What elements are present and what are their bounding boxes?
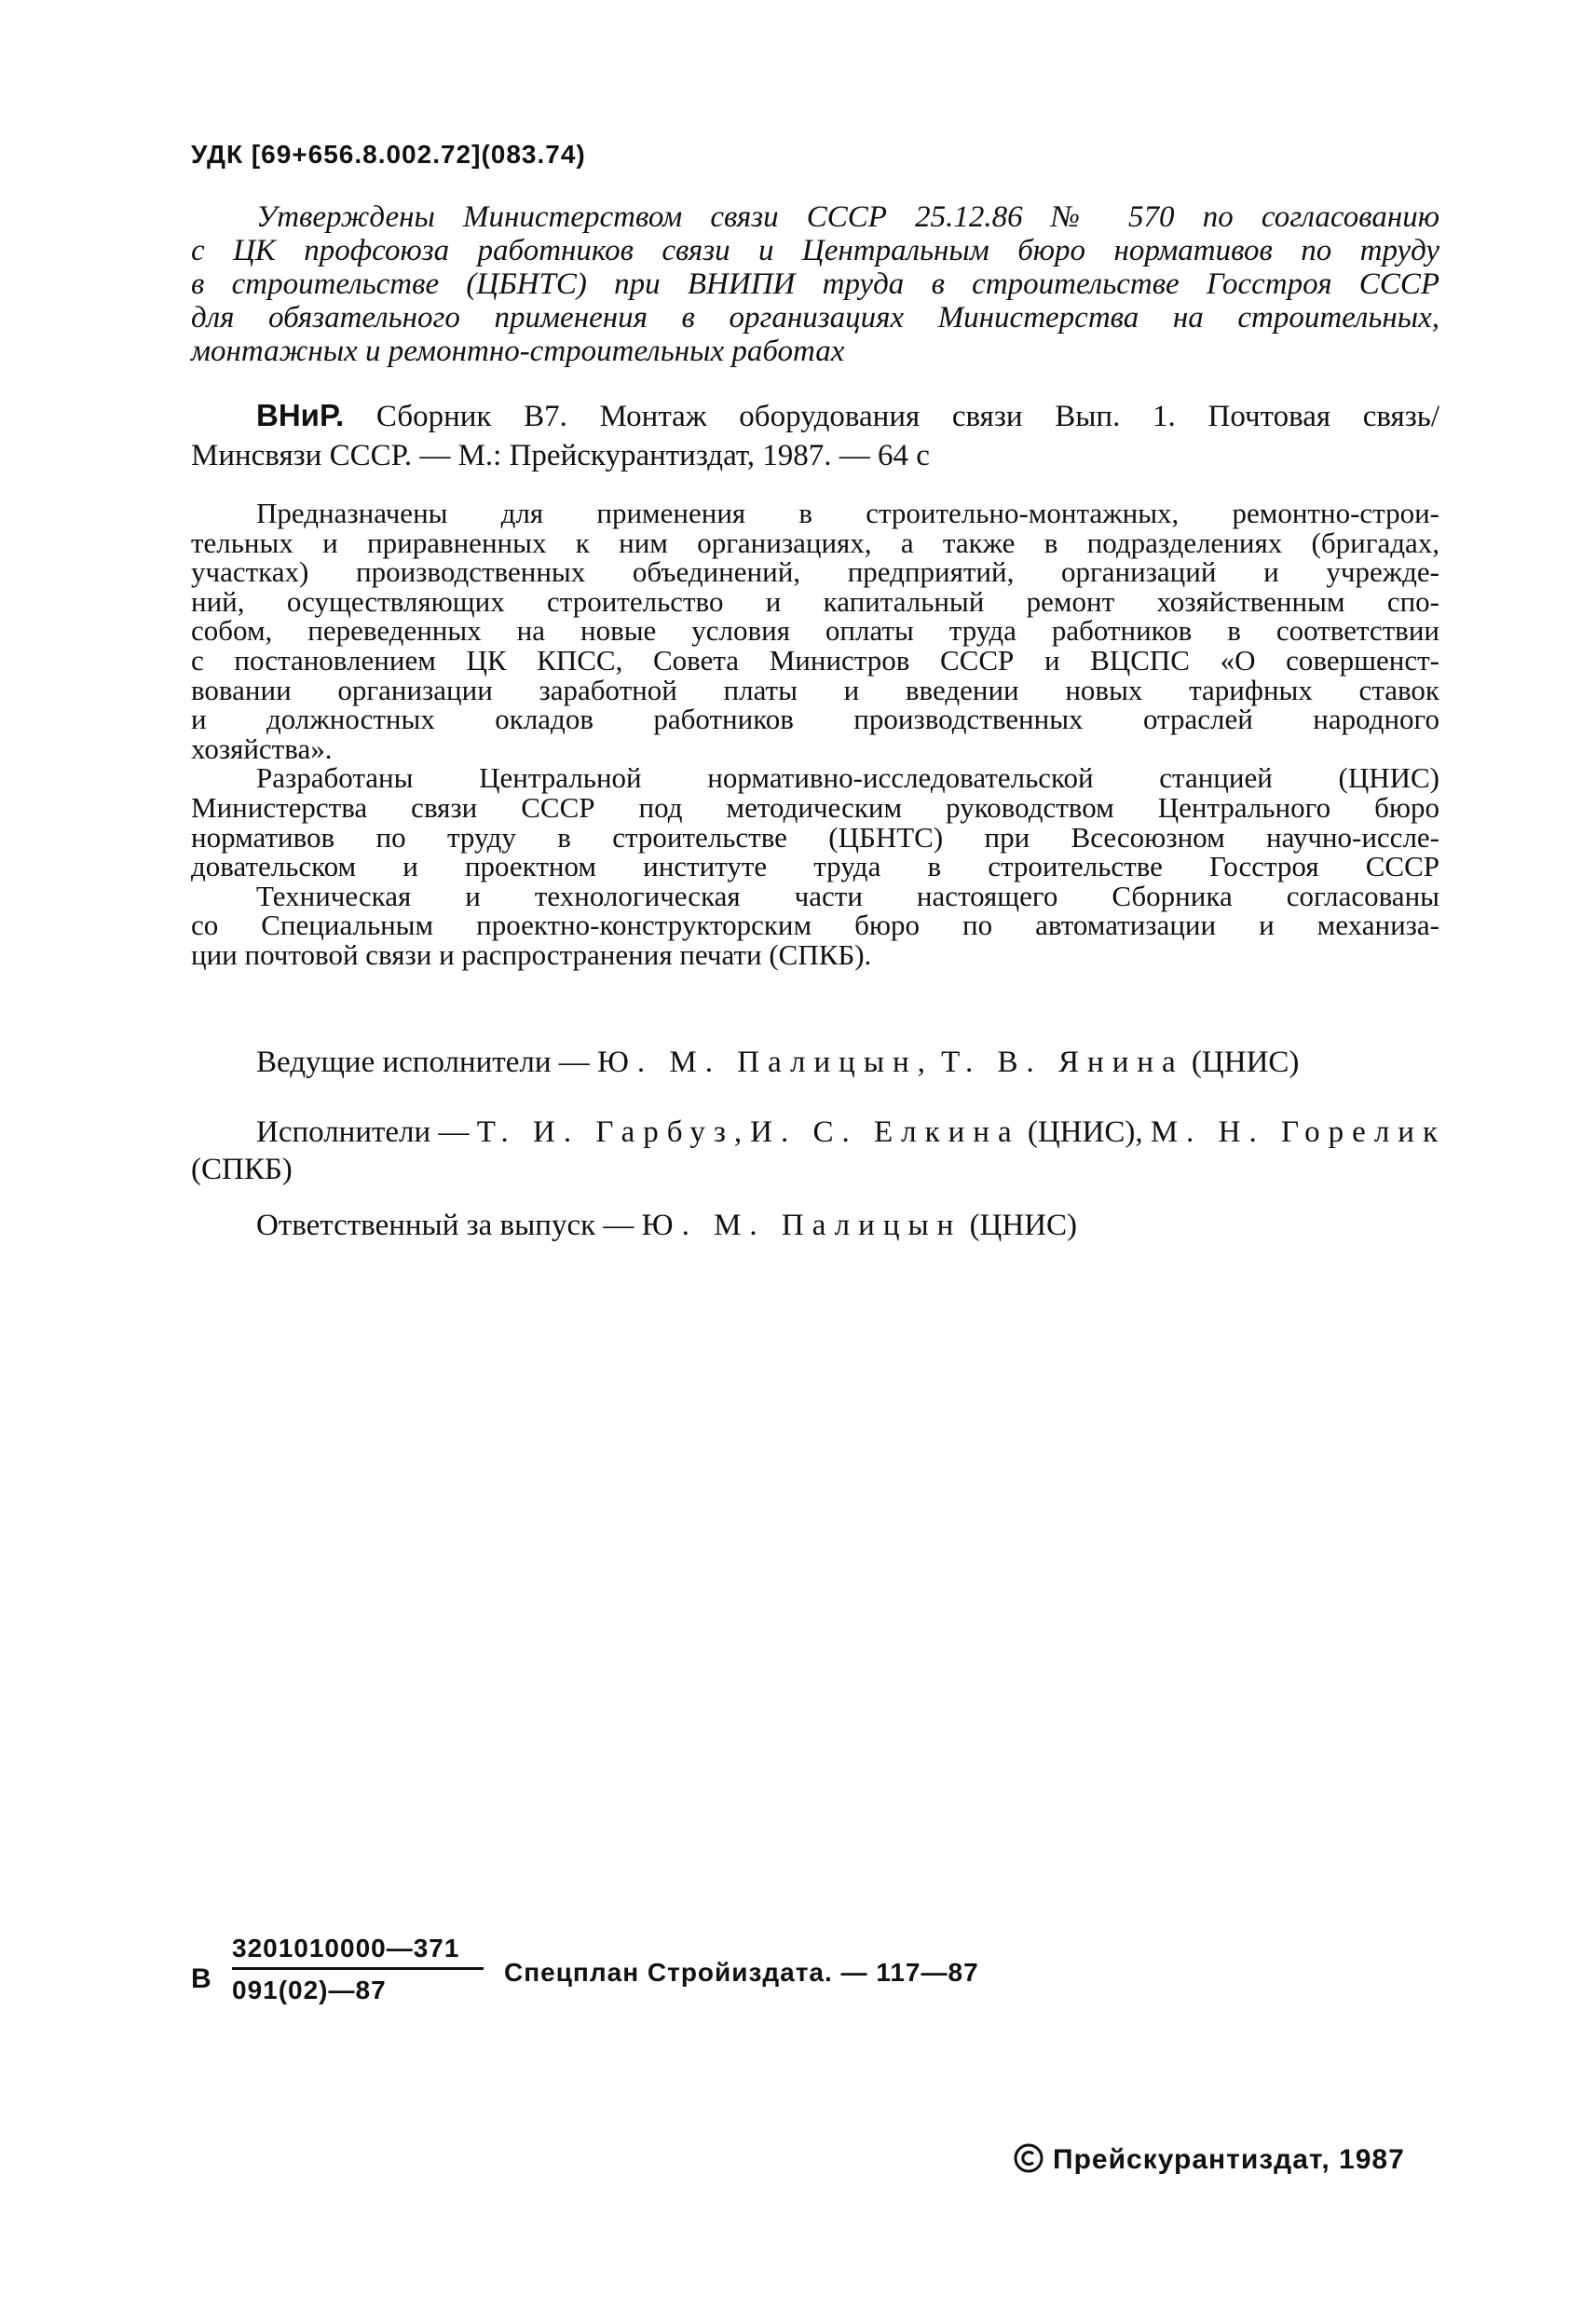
lead-executors-label: Ведущие исполнители — [256, 1046, 597, 1079]
developer-line: Министерства связи СССР под методическим руководством Центрального бюро [191, 790, 1439, 824]
udk-code: УДК [69+656.8.002.72](083.74) [191, 140, 586, 169]
biblio-line [191, 396, 1439, 436]
executor-name: М. Н. Горелик [1150, 1115, 1446, 1149]
approval-line: в строительстве (ЦБНТС) при ВНИПИ труда в строительстве Госстроя СССР [191, 267, 1439, 301]
annotation-line: тельных и приравненных к ним организациях, а также в подразделениях (бригадах, [191, 526, 1439, 559]
approval-note [191, 200, 1439, 368]
imprint-index-fraction [232, 1934, 484, 2005]
bibliographic-record [191, 396, 1439, 475]
biblio-abbreviation: ВНиР. [256, 398, 345, 432]
approval-line: Утверждены Министерством связи СССР 25.12.86 № 570 по согласованию [256, 200, 1439, 234]
lead-executor-name: Ю. М. Палицын, [597, 1046, 934, 1079]
executor-name: И. С. Елкина [750, 1115, 1020, 1149]
agreement-line: Техническая и технологическая части настоящего Сборника согласованы [256, 879, 1439, 912]
executor-org: (СПКБ) [191, 1153, 293, 1186]
approval-line: для обязательного применения в организациях Министерства на строительных, [191, 301, 1439, 335]
executors-label: Исполнители — [256, 1115, 477, 1149]
executor-name: Т. И. Гарбуз, [476, 1115, 751, 1149]
lead-executors [256, 1044, 1299, 1081]
biblio-publisher: Минсвязи СССР. — М.: Прейскурантиздат, 1987. — 64 с [191, 439, 930, 472]
responsible-org: (ЦНИС) [962, 1209, 1078, 1242]
annotation [191, 499, 1439, 970]
executors [191, 1114, 1446, 1188]
copyright-icon [1014, 2143, 1044, 2173]
annotation-line: собом, переведенных на новые условия оплаты труда работников в соответствии [191, 614, 1439, 648]
annotation-line: участках) производственных объединений, предприятий, организаций и учрежде- [191, 555, 1439, 589]
imprint-numerator: 3201010000—371 [232, 1934, 484, 1970]
approval-line: монтажных и ремонтно-строительных работах [191, 335, 845, 368]
developer-line: довательском и проектном институте труда в строительстве Госстроя СССР [191, 850, 1439, 883]
lead-executor-name: Т. В. Янина [941, 1046, 1184, 1079]
developer-line: Разработаны Центральной нормативно-исследовательской станцией (ЦНИС) [256, 761, 1439, 795]
responsible-label: Ответственный за выпуск — [256, 1209, 642, 1242]
annotation-line: вовании организации заработной платы и введении новых тарифных ставок [191, 673, 1439, 706]
responsible-name: Ю. М. Палицын [641, 1209, 962, 1242]
agreement-line: со Специальным проектно-конструкторским бюро по автоматизации и механиза- [191, 909, 1439, 942]
copyright-notice [1014, 2143, 1405, 2176]
executors-line [256, 1114, 1446, 1151]
imprint-denominator: 091(02)—87 [232, 1976, 387, 2004]
executor-org: (ЦНИС), [1019, 1115, 1151, 1149]
copyright-text: Прейскурантиздат, 1987 [1053, 2144, 1405, 2175]
imprint-letter: В [191, 1963, 211, 1994]
annotation-line: Предназначены для применения в строительно-монтажных, ремонтно-строи- [256, 497, 1439, 529]
annotation-line: и должностных окладов работников производственных отраслей народного [191, 703, 1439, 736]
responsible-editor [256, 1207, 1077, 1244]
approval-line: с ЦК профсоюза работников связи и Центральным бюро нормативов по труду [191, 234, 1439, 267]
annotation-line: с постановлением ЦК КПСС, Совета Министров СССР и ВЦСПС «О совершенст- [191, 643, 1439, 677]
annotation-line: хозяйства». [191, 732, 333, 765]
imprint-plan: Спецплан Стройиздата. — 117—87 [504, 1958, 979, 1987]
lead-executors-org: (ЦНИС) [1183, 1046, 1300, 1079]
agreement-line: ции почтовой связи и распространения печати (СПКБ). [191, 937, 872, 971]
biblio-title: Сборник В7. Монтаж оборудования связи Вып. 1. Почтовая связь/ [344, 400, 1439, 433]
annotation-line: ний, осуществляющих строительство и капитальный ремонт хозяйственным спо- [191, 584, 1439, 618]
developer-line: нормативов по труду в строительстве (ЦБНТС) при Всесоюзном научно-иссле- [191, 820, 1439, 854]
